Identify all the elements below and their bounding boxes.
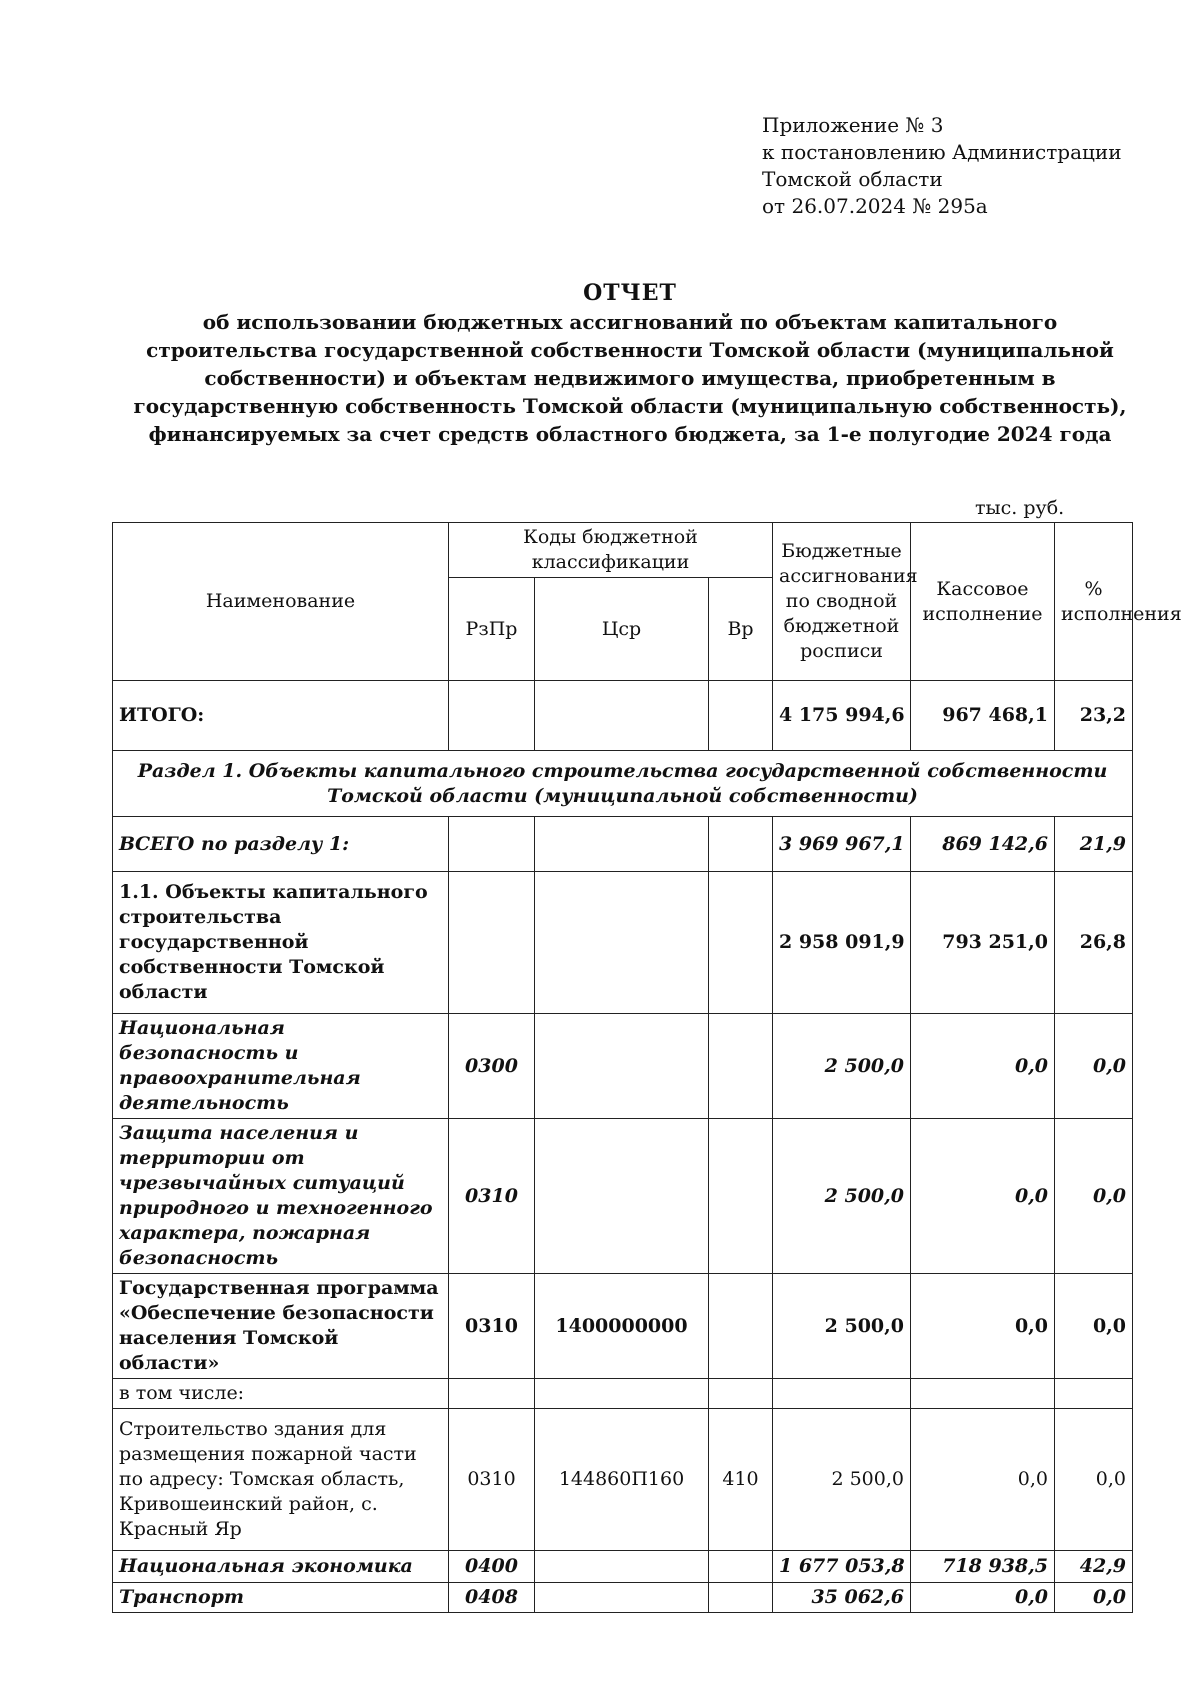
row-budget: 3 969 967,1 bbox=[773, 817, 911, 872]
appendix-line-4: от 26.07.2024 № 295а bbox=[762, 194, 988, 218]
row-vr bbox=[709, 1274, 773, 1379]
row-vr bbox=[709, 1014, 773, 1119]
row-name: в том числе: bbox=[113, 1379, 449, 1409]
row-budget: 2 500,0 bbox=[773, 1409, 911, 1551]
row-vr: 410 bbox=[709, 1409, 773, 1551]
row-rzpr: 0408 bbox=[449, 1583, 535, 1613]
units-label: тыс. руб. bbox=[975, 497, 1065, 519]
header-name: Наименование bbox=[113, 523, 449, 681]
row-cash: 0,0 bbox=[911, 1583, 1055, 1613]
row-csr bbox=[535, 872, 709, 1014]
row-percent: 0,0 bbox=[1055, 1583, 1133, 1613]
report-table bbox=[112, 522, 1182, 1613]
row-rzpr: 0300 bbox=[449, 1014, 535, 1119]
appendix-line-2: к постановлению Администрации bbox=[762, 140, 1122, 164]
total-csr bbox=[535, 681, 709, 751]
table-row bbox=[113, 1409, 1133, 1551]
row-rzpr bbox=[449, 1379, 535, 1409]
row-rzpr bbox=[449, 872, 535, 1014]
row-cash: 0,0 bbox=[911, 1014, 1055, 1119]
header-rzpr: РзПр bbox=[449, 578, 535, 681]
row-csr bbox=[535, 1379, 709, 1409]
row-csr bbox=[535, 817, 709, 872]
report-title: ОТЧЕТ bbox=[583, 280, 677, 306]
row-budget: 35 062,6 bbox=[773, 1583, 911, 1613]
total-name: ИТОГО: bbox=[113, 681, 449, 751]
appendix-line-1: Приложение № 3 bbox=[762, 113, 944, 137]
row-name: 1.1. Объекты капитального строительства государственной собственности Томской области bbox=[113, 872, 449, 1014]
report-subtitle: об использовании бюджетных ассигнований по объектам капитального строительства государственной собственности Томской области (муниципальной собственности) и объектам недвижимого имущества, приобретенным в государственную собственность Томской области (муниципальную собственность), финансируемых за счет средств областного бюджета, за 1-е полугодие 2024 года bbox=[133, 310, 1127, 446]
header-cash: Кассовое исполнение bbox=[911, 523, 1055, 681]
header-csr: Цср bbox=[535, 578, 709, 681]
row-budget: 2 958 091,9 bbox=[773, 872, 911, 1014]
table-row-section bbox=[113, 751, 1133, 817]
row-rzpr: 0310 bbox=[449, 1409, 535, 1551]
row-budget bbox=[773, 1379, 911, 1409]
table-row bbox=[113, 1274, 1133, 1379]
row-cash: 0,0 bbox=[911, 1119, 1055, 1274]
row-cash bbox=[911, 1379, 1055, 1409]
row-name: Государственная программа «Обеспечение безопасности населения Томской области» bbox=[113, 1274, 449, 1379]
total-budget: 4 175 994,6 bbox=[773, 681, 911, 751]
total-percent: 23,2 bbox=[1055, 681, 1133, 751]
row-name: Национальная безопасность и правоохранительная деятельность bbox=[113, 1014, 449, 1119]
row-cash: 0,0 bbox=[911, 1274, 1055, 1379]
total-rzpr bbox=[449, 681, 535, 751]
row-percent: 0,0 bbox=[1055, 1409, 1133, 1551]
row-percent: 0,0 bbox=[1055, 1119, 1133, 1274]
table-row bbox=[113, 1379, 1133, 1409]
row-cash: 718 938,5 bbox=[911, 1551, 1055, 1583]
header-codes: Коды бюджетной классификации bbox=[449, 523, 773, 578]
row-budget: 2 500,0 bbox=[773, 1274, 911, 1379]
row-csr: 1400000000 bbox=[535, 1274, 709, 1379]
total-vr bbox=[709, 681, 773, 751]
row-name: Национальная экономика bbox=[113, 1551, 449, 1583]
row-rzpr bbox=[449, 817, 535, 872]
table-row-total bbox=[113, 681, 1133, 751]
row-vr bbox=[709, 1583, 773, 1613]
row-rzpr: 0310 bbox=[449, 1274, 535, 1379]
row-rzpr: 0400 bbox=[449, 1551, 535, 1583]
appendix-header bbox=[762, 112, 1182, 220]
table-row bbox=[113, 1119, 1133, 1274]
row-rzpr: 0310 bbox=[449, 1119, 535, 1274]
row-vr bbox=[709, 817, 773, 872]
header-percent: % исполнения bbox=[1055, 523, 1133, 681]
row-csr bbox=[535, 1014, 709, 1119]
row-name: Защита населения и территории от чрезвычайных ситуаций природного и техногенного характера, пожарная безопасность bbox=[113, 1119, 449, 1274]
row-name: Транспорт bbox=[113, 1583, 449, 1613]
row-percent: 0,0 bbox=[1055, 1014, 1133, 1119]
section-1-title: Раздел 1. Объекты капитального строительства государственной собственности Томской области (муниципальной собственности) bbox=[113, 751, 1133, 817]
row-csr: 144860П160 bbox=[535, 1409, 709, 1551]
row-percent: 21,9 bbox=[1055, 817, 1133, 872]
table-row bbox=[113, 872, 1133, 1014]
row-vr bbox=[709, 1551, 773, 1583]
row-vr bbox=[709, 1119, 773, 1274]
row-budget: 1 677 053,8 bbox=[773, 1551, 911, 1583]
row-cash: 0,0 bbox=[911, 1409, 1055, 1551]
row-percent bbox=[1055, 1379, 1133, 1409]
appendix-line-3: Томской области bbox=[762, 167, 943, 191]
table-row bbox=[113, 817, 1133, 872]
row-cash: 869 142,6 bbox=[911, 817, 1055, 872]
row-cash: 793 251,0 bbox=[911, 872, 1055, 1014]
row-budget: 2 500,0 bbox=[773, 1119, 911, 1274]
table-row bbox=[113, 1014, 1133, 1119]
row-percent: 26,8 bbox=[1055, 872, 1133, 1014]
header-budget: Бюджетные ассигнования по сводной бюджетной росписи bbox=[773, 523, 911, 681]
row-csr bbox=[535, 1583, 709, 1613]
report-title-block bbox=[110, 278, 1150, 448]
row-percent: 42,9 bbox=[1055, 1551, 1133, 1583]
row-csr bbox=[535, 1119, 709, 1274]
table-row bbox=[113, 1583, 1133, 1613]
row-vr bbox=[709, 1379, 773, 1409]
row-percent: 0,0 bbox=[1055, 1274, 1133, 1379]
row-name: Строительство здания для размещения пожарной части по адресу: Томская область, Кривошеинский район, с. Красный Яр bbox=[113, 1409, 449, 1551]
row-csr bbox=[535, 1551, 709, 1583]
header-vr: Вр bbox=[709, 578, 773, 681]
row-budget: 2 500,0 bbox=[773, 1014, 911, 1119]
total-cash: 967 468,1 bbox=[911, 681, 1055, 751]
row-name: ВСЕГО по разделу 1: bbox=[113, 817, 449, 872]
row-vr bbox=[709, 872, 773, 1014]
table-row bbox=[113, 1551, 1133, 1583]
